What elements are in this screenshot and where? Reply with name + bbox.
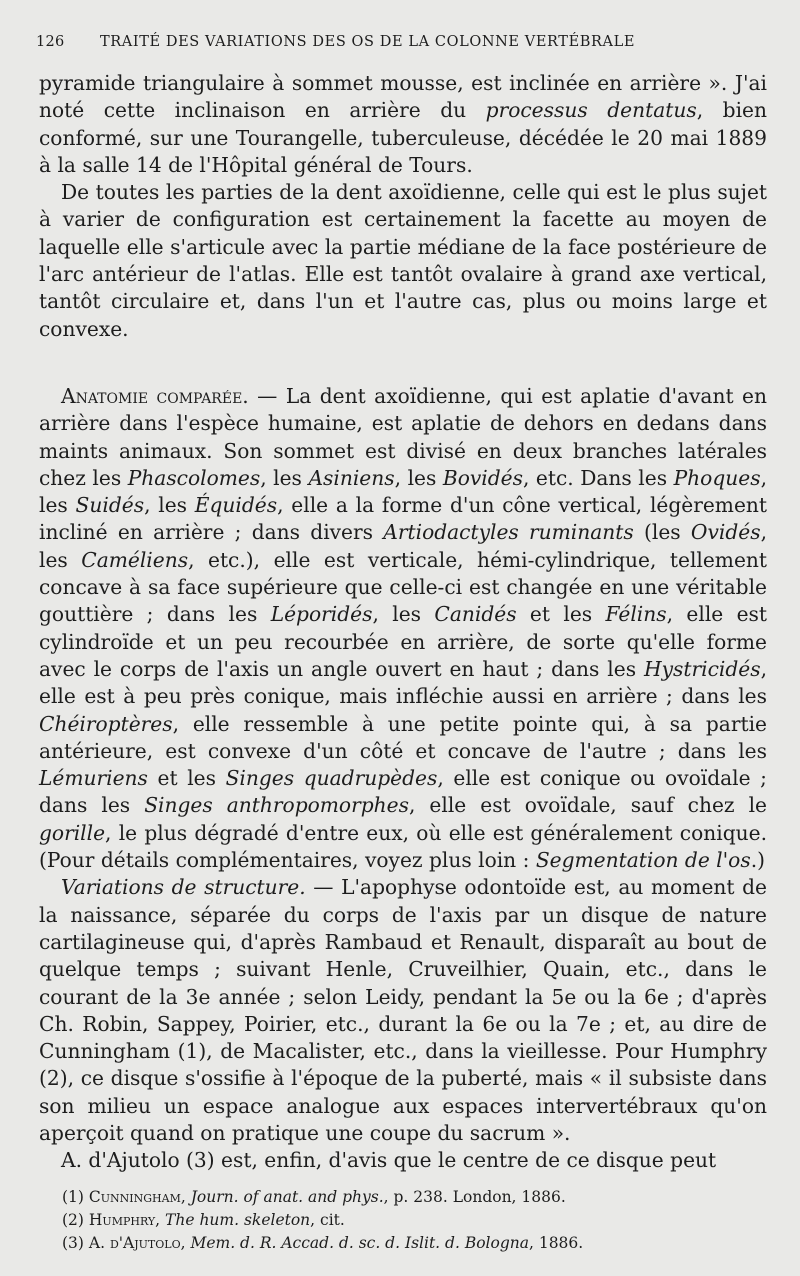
italic-term: processus dentatus: [485, 98, 697, 123]
footnote-work: Mem. d. R. Accad. d. sc. d. Islit. d. Bologna: [190, 1234, 529, 1252]
paragraph-facette: De toutes les parties de la dent axoïdienne, celle qui est le plus sujet à varier de configuration est certainement la facette au moyen de laquelle elle s'articule avec la partie médiane de la face postérieure de l'arc antérieur de l'atlas. Elle est tantôt ovalaire à grand axe vertical, tantôt circulaire et, dans l'un et l'autre cas, plus ou moins large et convexe.: [39, 180, 767, 341]
paragraph-variations-structure: Variations de structure. — L'apophyse odontoïde est, au moment de la naissance, séparée du corps de l'axis par un disque de nature cartilagineuse qui, d'après Rambaud et Renault, disparaît au bout de quelque temps ; suivant Henle, Cruveilhier, Quain, etc., dans le courant de la 3e année ; selon Leidy, pendant la 5e ou la 6e ; d'après Ch. Robin, Sappey, Poirier, etc., durant la 6e ou la 7e ; et, au dire de Cunningham (1), de Macalister, etc., dans la vieillesse. Pour Humphry (2), ce disque s'ossifie à l'époque de la puberté, mais « il subsiste dans son milieu un espace analogue aux espaces intervertébraux qu'on aperçoit quand on pratique une coupe du sacrum ».: [39, 875, 767, 1145]
footnotes: [62, 1186, 762, 1255]
footnote: (3) A. d'Ajutolo, Mem. d. R. Accad. d. sc. d. Islit. d. Bologna, 1886.: [62, 1234, 584, 1252]
paragraph-continuation: pyramide triangulaire à sommet mousse, est inclinée en arrière ». J'ai noté cette inclinaison en arrière du processus dentatus, bien conformé, sur une Tourangelle, tuberculeuse, décédée le 20 mai 1889 à la salle 14 de l'Hôpital général de Tours.: [39, 71, 767, 177]
footnote-author: A. d'Ajutolo: [88, 1234, 181, 1252]
section-gap: [39, 343, 767, 383]
running-header: [36, 34, 766, 50]
section-heading: Variations de structure.: [61, 875, 306, 900]
footnote-work: The hum. skeleton: [165, 1211, 311, 1229]
footnote: (2) Humphry, The hum. skeleton, cit.: [62, 1211, 345, 1229]
body-text: [39, 70, 767, 1175]
footnote-author: Cunningham: [88, 1188, 181, 1206]
section-heading: Anatomie comparée.: [61, 383, 249, 408]
running-title: TRAITÉ DES VARIATIONS DES OS DE LA COLONNE VERTÉBRALE: [100, 34, 636, 50]
footnote-work: Journ. of anat. and phys.: [190, 1188, 384, 1206]
paragraph-anatomie-comparee: Anatomie comparée. — La dent axoïdienne, qui est aplatie d'avant en arrière dans l'espèce humaine, est aplatie de dehors en dedans dans maints animaux. Son sommet est divisé en deux branches latérales chez les Phascolomes, les Asiniens, les Bovidés, etc. Dans les Phoques, les Suidés, les Équidés, elle a la forme d'un cône vertical, légèrement incliné en arrière ; dans divers Artiodactyles ruminants (les Ovidés, les Caméliens, etc.), elle est verticale, hémi-cylindrique, tellement concave à sa face supérieure que celle-ci est changée en une véritable gouttière ; dans les Léporidés, les Canidés et les Félins, elle est cylindroïde et un peu recourbée en arrière, de sorte qu'elle forme avec le corps de l'axis un angle ouvert en haut ; dans les Hystricidés, elle est à peu près conique, mais infléchie aussi en arrière ; dans les Chéiroptères, elle ressemble à une petite pointe qui, à sa partie antérieure, est convexe d'un côté et concave de l'autre ; dans les Lémuriens et les Singes quadrupèdes, elle est conique ou ovoïdale ; dans les Singes anthropomorphes, elle est ovoïdale, sauf chez le gorille, le plus dégradé d'entre eux, où elle est généralement conique. (Pour détails complémentaires, voyez plus loin : Segmentation de l'os.): [39, 383, 768, 873]
footnote: (1) Cunningham, Journ. of anat. and phys., p. 238. London, 1886.: [62, 1188, 566, 1206]
page-number: 126: [36, 34, 65, 50]
footnote-author: Humphry: [88, 1211, 156, 1229]
paragraph-ajutolo: A. d'Ajutolo (3) est, enfin, d'avis que le centre de ce disque peut: [61, 1148, 717, 1173]
